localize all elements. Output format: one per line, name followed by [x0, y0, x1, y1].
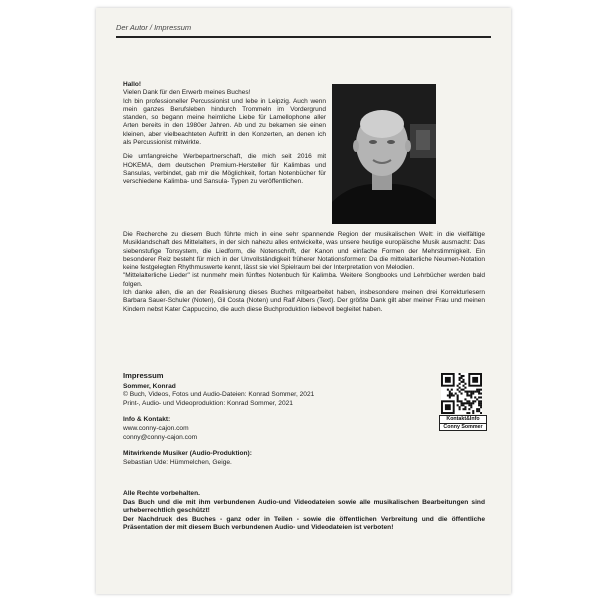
- author-photo: [332, 84, 436, 224]
- rights-text-2: Der Nachdruck des Buches - ganz oder in Teilen - sowie die öffentlichen Verbreitung und die öffentliche Präsentation der mit diesem Buch verbundenen Audio- und Videodateien ist verboten!: [123, 515, 485, 532]
- qr-caption: [439, 415, 487, 431]
- contact-heading: Info & Kontakt:: [123, 416, 171, 424]
- running-head: Der Autor / Impressum: [116, 23, 192, 32]
- book-page: [96, 8, 511, 594]
- intro-paragraph-2: Ich bin professioneller Percussionist und lebe in Leipzig. Auch wenn mein ganzes Berufsleben hindurch Trommeln im Vordergrund standen, so begann meine heimliche Liebe für Lamellophone aller Arten bereits in den 1980er Jahren. Ab und zu bekamen sie einen kleinen, aber vielbeachteten Auftritt in den Konzerten, an denen ich als Percussionist mitwirkte.: [123, 97, 326, 147]
- musicians-text: Sebastian Ude: Hümmelchen, Geige.: [123, 458, 232, 466]
- intro-paragraph-1: Vielen Dank für den Erwerb meines Buches!: [123, 89, 251, 97]
- qr-code-icon: [441, 373, 482, 414]
- body-paragraph-3: Ich danke allen, die an der Realisierung dieses Buches mitgearbeitet haben, insbesondere meinen drei Korrekturlesern Barbara Sauer-Schuler (Noten), Gil Costa (Noten) und Ralf Albers (Text). Der größte Dank gilt aber meiner Frau und meinen Kindern nebst Kater Cappuccino, die auch diese Buchproduktion liebevoll begleitet haben.: [123, 289, 485, 313]
- impressum-author: Sommer, Konrad: [123, 382, 176, 390]
- impressum-heading: Impressum: [123, 371, 164, 380]
- musicians-heading: Mitwirkende Musiker (Audio-Produktion):: [123, 450, 252, 458]
- intro-text: [123, 81, 326, 187]
- qr-caption-line-2: Conny Sommer: [443, 423, 483, 430]
- rights-text-1: Das Buch und die mit ihm verbundenen Audio-und Videodateien sowie alle musikalischen Bearbeitungen sind urheberrechtlich geschützt!: [123, 498, 485, 515]
- email-link[interactable]: conny@conny-cajon.com: [123, 433, 198, 441]
- qr-caption-line-1: Kontakt&Info: [440, 416, 486, 424]
- body-paragraph-2: "Mittelalterliche Lieder" ist nunmehr mein fünftes Notenbuch für Kalimba. Weitere Songbooks und Lehrbücher werden bald folgen.: [123, 272, 485, 288]
- website-link[interactable]: www.conny-cajon.com: [123, 424, 189, 432]
- rights-section: [123, 490, 485, 533]
- author-portrait-image: [332, 84, 436, 224]
- qr-code[interactable]: [441, 373, 482, 414]
- body-paragraph-1: Die Recherche zu diesem Buch führte mich in eine sehr spannende Region der musikalischen Welt: in die vielfältige Musiklandschaft des Mittelalters, in der sich nahezu alles entwickelte, was unsere heutige europäische Musik ausmacht: Das siebenstufige Tonsystem, die Liedform, die Notenschrift, der Kanon und einfache Formen der Mehrstimmigkeit. Ein besonderer Reiz besteht für mich in der Unvollständigkeit früherer Notationsformen: Da die mittelalterliche Neumen-Notation keine festgelegten Rhythmuswerte kennt, lässt sie viel Spielraum bei der Interpretation von Melodien.: [123, 231, 485, 272]
- body-text: [123, 231, 485, 314]
- impressum-copyright: © Buch, Videos, Fotos und Audio-Dateien: Konrad Sommer, 2021: [123, 391, 315, 399]
- intro-paragraph-3: Die umfangreiche Werbepartnerschaft, die mich seit 2016 mit HOKEMA, dem deutschen Premium-Hersteller für Kalimbas und Sansulas, verbindet, gab mir die Möglichkeit, fortan Notenbücher für verschiedene Kalimba- und Sansula- Typen zu veröffentlichen.: [123, 153, 326, 186]
- greeting: Hallo!: [123, 81, 142, 88]
- impressum-production: Print-, Audio- und Videoproduktion: Konrad Sommer, 2021: [123, 399, 293, 407]
- impressum-section: [123, 372, 433, 467]
- header-rule: [116, 36, 491, 38]
- rights-heading: Alle Rechte vorbehalten.: [123, 490, 200, 497]
